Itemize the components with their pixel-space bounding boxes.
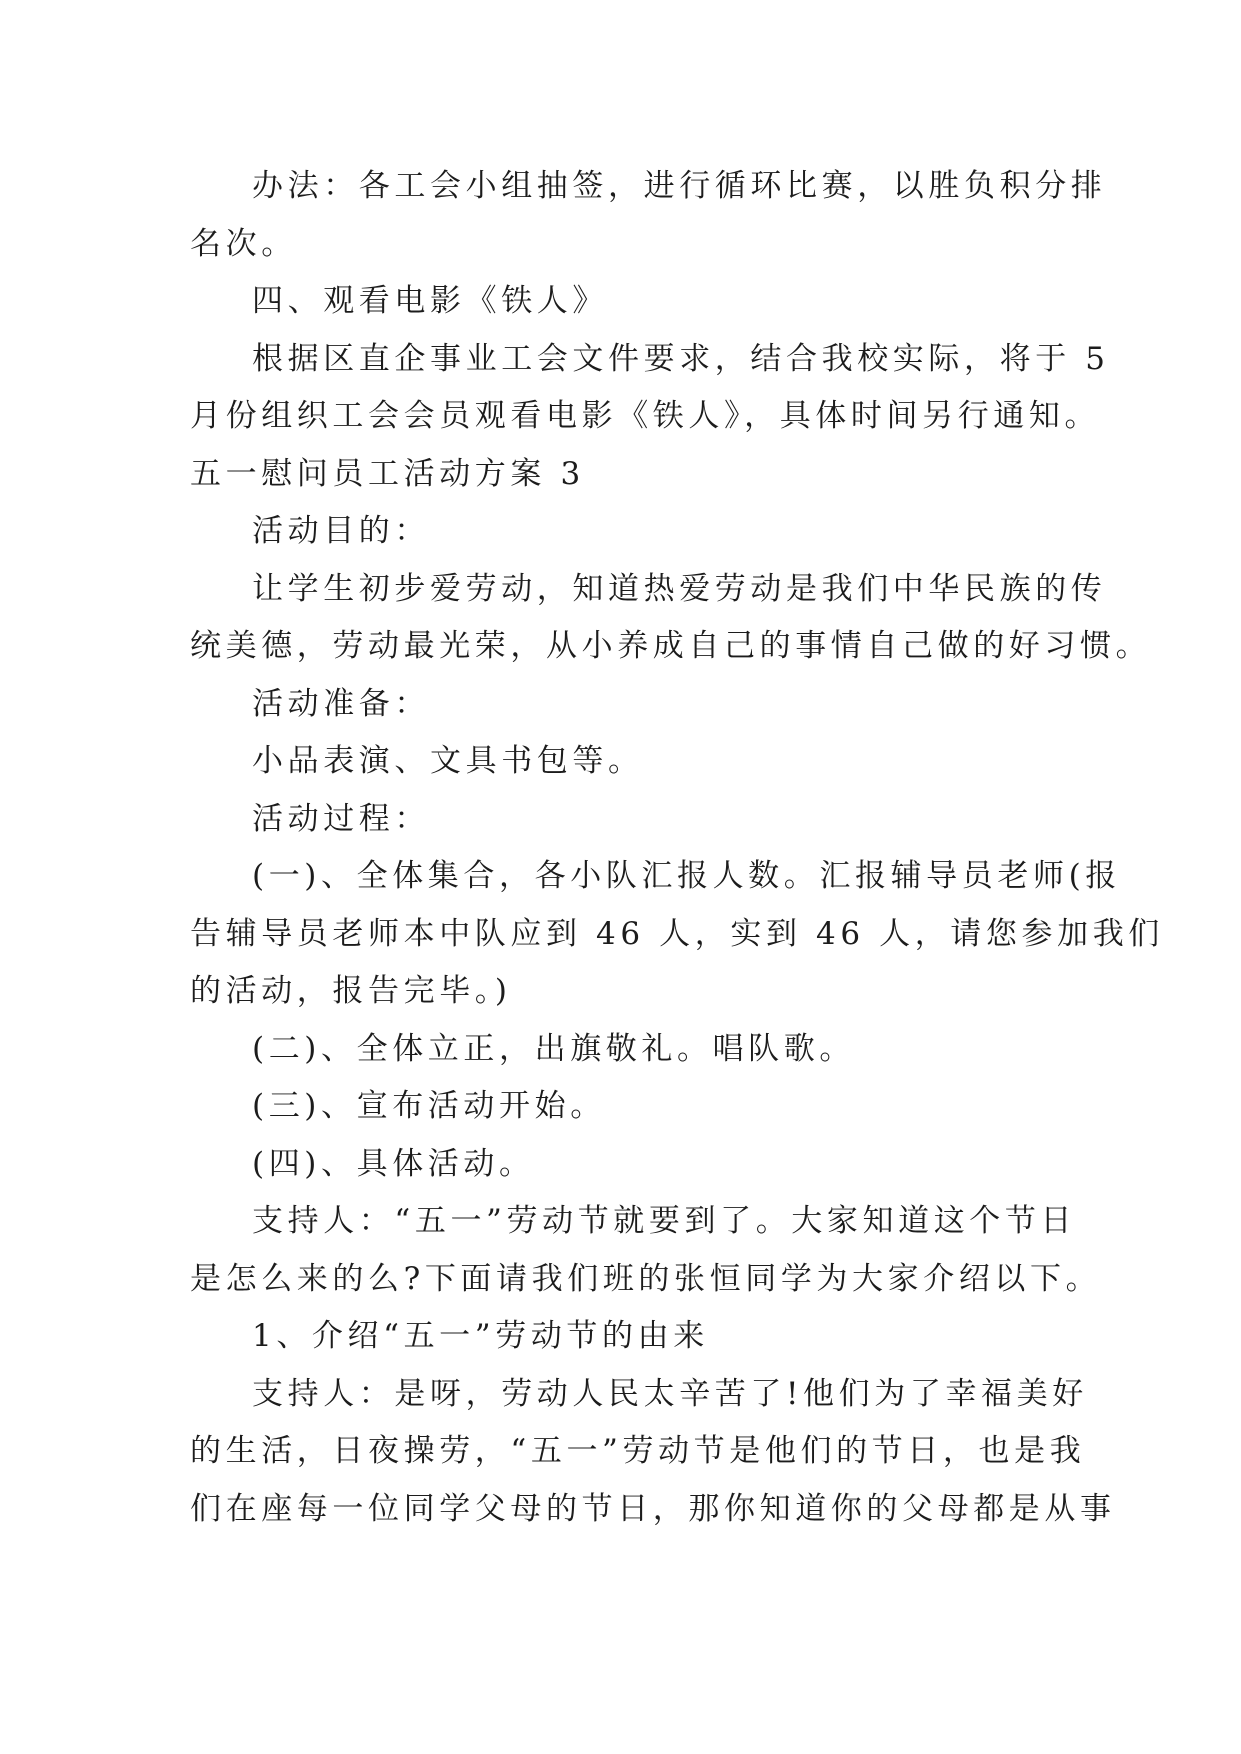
text-line: (四)、具体活动。 (252, 1145, 535, 1182)
text-line: 是怎么来的么?下面请我们班的张恒同学为大家介绍以下。 (190, 1260, 1102, 1297)
text-line: 统美德，劳动最光荣，从小养成自己的事情自己做的好习惯。 (190, 628, 1152, 664)
text-line: 五一慰问员工活动方案 3 (190, 455, 585, 492)
text-line: 活动过程： (252, 800, 430, 837)
text-line: 活动准备： (252, 685, 430, 722)
text-line: (三)、宣布活动开始。 (252, 1088, 606, 1124)
text-line: 告辅导员老师本中队应到 46 人，实到 46 人，请您参加我们 (190, 915, 1164, 952)
text-line: 根据区直企事业工会文件要求，结合我校实际，将于 5 (252, 340, 1110, 377)
text-line: (一)、全体集合，各小队汇报人数。汇报辅导员老师(报 (252, 858, 1121, 894)
text-line: 支持人：是呀，劳动人民太辛苦了!他们为了幸福美好 (252, 1375, 1088, 1412)
text-line: 的活动，报告完毕。) (190, 973, 512, 1009)
text-line: 月份组织工会会员观看电影《铁人》，具体时间另行通知。 (190, 398, 1101, 434)
text-line: 支持人：“五一”劳动节就要到了。大家知道这个节日 (252, 1203, 1077, 1239)
text-line: (二)、全体立正，出旗敬礼。唱队歌。 (252, 1030, 855, 1067)
text-line: 办法：各工会小组抽签，进行循环比赛，以胜负积分排 (252, 168, 1107, 204)
document-body (190, 158, 1164, 1538)
text-line: 四、观看电影《铁人》 (252, 283, 608, 319)
text-line: 名次。 (190, 225, 297, 262)
text-line: 们在座每一位同学父母的节日，那你知道你的父母都是从事 (190, 1490, 1116, 1527)
text-line: 让学生初步爱劳动，知道热爱劳动是我们中华民族的传 (252, 570, 1107, 607)
text-line: 的生活，日夜操劳，“五一”劳动节是他们的节日，也是我 (190, 1433, 1086, 1469)
text-line: 小品表演、文具书包等。 (252, 743, 644, 779)
text-line: 活动目的： (252, 513, 430, 549)
text-line: 1、介绍“五一”劳动节的由来 (252, 1318, 709, 1354)
